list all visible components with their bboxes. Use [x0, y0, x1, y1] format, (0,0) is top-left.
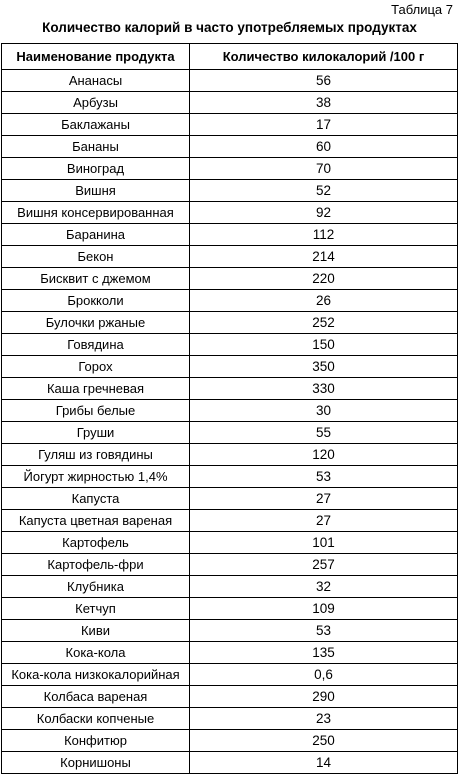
table-row: [2, 136, 458, 158]
calorie-value-cell: 55: [190, 422, 458, 444]
calorie-value-cell: 252: [190, 312, 458, 334]
calorie-table: [1, 43, 458, 774]
table-row: [2, 642, 458, 664]
table-row: [2, 202, 458, 224]
product-name-cell: Кока-кола: [2, 642, 190, 664]
calorie-value-cell: 214: [190, 246, 458, 268]
calorie-value-cell: 112: [190, 224, 458, 246]
calorie-value-cell: 70: [190, 158, 458, 180]
product-name-cell: Клубника: [2, 576, 190, 598]
product-name-cell: Грибы белые: [2, 400, 190, 422]
calorie-value-cell: 26: [190, 290, 458, 312]
product-name-cell: Баранина: [2, 224, 190, 246]
product-name-cell: Бекон: [2, 246, 190, 268]
table-row: [2, 246, 458, 268]
calorie-value-cell: 0,6: [190, 664, 458, 686]
calorie-value-cell: 27: [190, 510, 458, 532]
table-row: [2, 598, 458, 620]
table-row: [2, 312, 458, 334]
table-row: [2, 334, 458, 356]
calorie-value-cell: 290: [190, 686, 458, 708]
product-name-cell: Картофель-фри: [2, 554, 190, 576]
product-name-cell: Говядина: [2, 334, 190, 356]
calorie-value-cell: 257: [190, 554, 458, 576]
calorie-value-cell: 53: [190, 466, 458, 488]
calorie-value-cell: 38: [190, 92, 458, 114]
calorie-value-cell: 109: [190, 598, 458, 620]
calorie-value-cell: 52: [190, 180, 458, 202]
calorie-value-cell: 30: [190, 400, 458, 422]
document-title: Количество калорий в часто употребляемых продуктах: [42, 20, 417, 35]
product-name-cell: Кетчуп: [2, 598, 190, 620]
table-row: [2, 686, 458, 708]
calorie-value-cell: 17: [190, 114, 458, 136]
table-row: [2, 356, 458, 378]
product-name-cell: Киви: [2, 620, 190, 642]
product-name-cell: Капуста: [2, 488, 190, 510]
calorie-value-cell: 27: [190, 488, 458, 510]
product-name-cell: Кока-кола низкокалорийная: [2, 664, 190, 686]
table-row: [2, 576, 458, 598]
table-row: [2, 532, 458, 554]
table-row: [2, 70, 458, 92]
calorie-value-cell: 250: [190, 730, 458, 752]
table-body: [2, 70, 458, 774]
table-row: [2, 180, 458, 202]
calorie-value-cell: 56: [190, 70, 458, 92]
calorie-value-cell: 135: [190, 642, 458, 664]
product-name-cell: Конфитюр: [2, 730, 190, 752]
table-row: [2, 752, 458, 774]
table-row: [2, 554, 458, 576]
product-name-cell: Баклажаны: [2, 114, 190, 136]
table-caption: Таблица 7: [391, 2, 453, 17]
calorie-value-cell: 150: [190, 334, 458, 356]
product-name-cell: Вишня консервированная: [2, 202, 190, 224]
table-row: [2, 158, 458, 180]
product-name-cell: Бисквит с джемом: [2, 268, 190, 290]
product-name-cell: Капуста цветная вареная: [2, 510, 190, 532]
product-name-cell: Горох: [2, 356, 190, 378]
product-name-cell: Корнишоны: [2, 752, 190, 774]
calorie-value-cell: 101: [190, 532, 458, 554]
table-row: [2, 708, 458, 730]
product-name-cell: Груши: [2, 422, 190, 444]
table-row: [2, 730, 458, 752]
calorie-value-cell: 92: [190, 202, 458, 224]
table-row: [2, 378, 458, 400]
table-header-row: [2, 44, 458, 70]
table-row: [2, 422, 458, 444]
calorie-value-cell: 32: [190, 576, 458, 598]
table-row: [2, 664, 458, 686]
table-row: [2, 510, 458, 532]
table-row: [2, 444, 458, 466]
calorie-value-cell: 60: [190, 136, 458, 158]
product-name-cell: Ананасы: [2, 70, 190, 92]
table-row: [2, 92, 458, 114]
product-name-cell: Картофель: [2, 532, 190, 554]
product-name-cell: Брокколи: [2, 290, 190, 312]
product-name-cell: Арбузы: [2, 92, 190, 114]
column-header-calories: Количество килокалорий /100 г: [190, 44, 458, 70]
product-name-cell: Гуляш из говядины: [2, 444, 190, 466]
product-name-cell: Виноград: [2, 158, 190, 180]
calorie-value-cell: 350: [190, 356, 458, 378]
product-name-cell: Бананы: [2, 136, 190, 158]
table-row: [2, 400, 458, 422]
calorie-value-cell: 14: [190, 752, 458, 774]
table-row: [2, 114, 458, 136]
calorie-value-cell: 220: [190, 268, 458, 290]
calorie-value-cell: 120: [190, 444, 458, 466]
table-row: [2, 290, 458, 312]
table-row: [2, 620, 458, 642]
table-row: [2, 224, 458, 246]
table-row: [2, 268, 458, 290]
product-name-cell: Булочки ржаные: [2, 312, 190, 334]
calorie-value-cell: 53: [190, 620, 458, 642]
calorie-value-cell: 23: [190, 708, 458, 730]
product-name-cell: Вишня: [2, 180, 190, 202]
calorie-value-cell: 330: [190, 378, 458, 400]
table-row: [2, 488, 458, 510]
product-name-cell: Каша гречневая: [2, 378, 190, 400]
column-header-product: Наименование продукта: [2, 44, 190, 70]
product-name-cell: Колбаски копченые: [2, 708, 190, 730]
product-name-cell: Колбаса вареная: [2, 686, 190, 708]
product-name-cell: Йогурт жирностью 1,4%: [2, 466, 190, 488]
table-row: [2, 466, 458, 488]
